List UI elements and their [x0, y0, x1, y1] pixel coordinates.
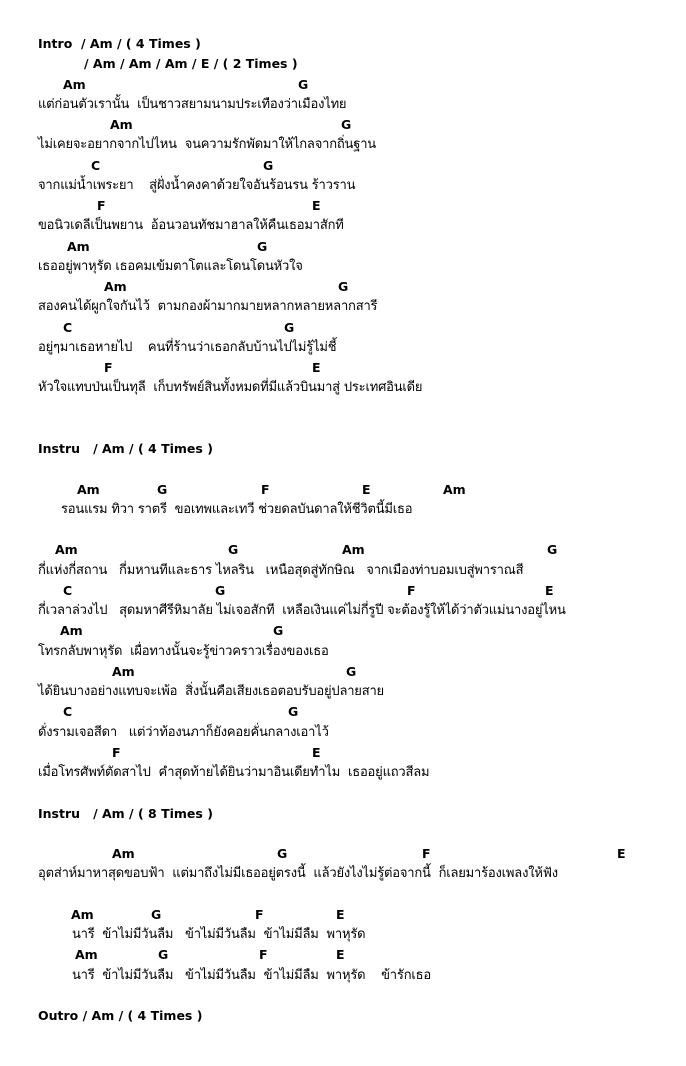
- section-header: Outro / Am / ( 4 Times ): [38, 1008, 203, 1023]
- chord-line: [0, 480, 686, 500]
- chord: G: [158, 947, 169, 963]
- chord: E: [312, 744, 321, 760]
- chord: C: [91, 157, 101, 173]
- chord: Am: [77, 481, 100, 497]
- section-header: / Am / Am / Am / E / ( 2 Times ): [84, 56, 298, 72]
- chord: G: [228, 542, 239, 558]
- chord: F: [104, 360, 113, 375]
- chord: F: [422, 846, 431, 861]
- chord: C: [63, 582, 73, 598]
- chord: G: [273, 623, 284, 639]
- chord: Am: [342, 542, 365, 558]
- chord: Am: [110, 117, 133, 132]
- lyric-line: อยู่ๆมาเธอหายไป คนที่ร้านว่าเธอกลับบ้านไปไม่รู้ไม่ชี้: [38, 339, 337, 355]
- lyric-line: เธออยู่พาหุรัด เธอคมเข้มตาโตและโดนโดนหัวใจ: [38, 258, 303, 274]
- chord-line: [0, 662, 686, 682]
- lyric-line: นารี ข้าไม่มีวันลืม ข้าไม่มีวันลืม ข้าไม่มีลืม พาหุรัด ข้ารักเธอ: [72, 967, 431, 983]
- chord: E: [312, 198, 321, 213]
- chord: G: [257, 238, 268, 254]
- lyric-line: จากแม่น้ำเพระยา สู่ฝั่งน้ำคงคาด้วยใจอันร้อนรน ร้าวราน: [38, 177, 356, 193]
- chord-line: [0, 358, 686, 378]
- section-header: Intro / Am / ( 4 Times ): [38, 36, 201, 51]
- chord: E: [312, 360, 321, 375]
- lyric-line: ดั่งรามเจอสีดา แต่ว่าท้องนภาก็ยังคอยคั่นกลางเอาไว้: [38, 724, 329, 740]
- chord: C: [63, 704, 73, 720]
- chord: G: [341, 117, 352, 132]
- chord: Am: [112, 663, 135, 679]
- chord: E: [336, 906, 345, 922]
- chord-line: [0, 621, 686, 641]
- chord-line: [0, 196, 686, 216]
- chord: Am: [75, 947, 98, 963]
- chord-line: [0, 318, 686, 338]
- chord: G: [288, 704, 299, 720]
- lyric-line: ขอนิวเดลีเป็นพยาน อ้อนวอนทัชมาฮาลให้คืนเธอมาสักที: [38, 218, 344, 234]
- chord: F: [97, 198, 106, 213]
- section-header: Instru / Am / ( 4 Times ): [38, 441, 213, 456]
- lyric-line: แต่ก่อนตัวเรานั้น เป็นชาวสยามนามประเทืองว่าเมืองไทย: [38, 96, 347, 112]
- lyric-line: รอนแรม ทิวา ราตรี ขอเทพและเทวี ช่วยดลบันดาลให้ชีวิตนี้มีเธอ: [61, 501, 413, 517]
- chord: F: [261, 481, 270, 497]
- chord: F: [259, 947, 268, 963]
- chord: G: [346, 663, 357, 679]
- chord: Am: [71, 906, 94, 922]
- chord-line: [0, 237, 686, 257]
- chord: G: [277, 846, 288, 861]
- chord: Am: [55, 542, 78, 558]
- chord: G: [151, 906, 162, 922]
- lyric-line: กี่เวลาล่วงไป สุดมหาศีรีหิมาลัย ไม่เจอสักที เหลือเงินแค่ไม่กี่รูปี จะต้องรู้ให้ได้ว่าตัวแม่นางอยู่ไหน: [38, 603, 566, 618]
- section-header: Instru / Am / ( 8 Times ): [38, 805, 213, 821]
- chord: G: [547, 542, 558, 558]
- chord: E: [336, 947, 345, 963]
- chord: E: [617, 846, 626, 861]
- chord: F: [407, 582, 416, 598]
- chord-line: [0, 905, 686, 925]
- chord: Am: [104, 279, 127, 294]
- lyric-line: หัวใจแทบป่นเป็นทุลี เก็บทรัพย์สินทั้งหมดที่มีแล้วบินมาสู่ ประเทศอินเดีย: [38, 380, 423, 396]
- chord: F: [255, 906, 264, 922]
- chord: G: [157, 481, 168, 497]
- chord-line: [0, 743, 686, 763]
- lyric-line: นารี ข้าไม่มีวันลืม ข้าไม่มีวันลืม ข้าไม่มีลืม พาหุรัด: [72, 927, 366, 942]
- chord-line: [0, 277, 686, 297]
- lyric-line: อุตส่าห์มาหาสุดขอบฟ้า แต่มาถึงไม่มีเธออยู่ตรงนี้ แล้วยังไงไม่รู้ต่อจากนี้ ก็เลยมาร้องเพลงให้ฟัง: [38, 866, 558, 882]
- chord-line: [0, 702, 686, 722]
- chord: G: [284, 319, 295, 335]
- lyric-line: สองคนได้ผูกใจกันไว้ ตามกองผ้ามากมายหลากหลายหลากสารี: [38, 299, 378, 315]
- chord: G: [215, 582, 226, 598]
- chord: G: [298, 76, 309, 92]
- chord: E: [545, 582, 554, 598]
- chord: C: [63, 319, 73, 335]
- chord-line: [0, 945, 686, 965]
- chord: Am: [67, 238, 90, 254]
- chord-line: [0, 540, 686, 560]
- chord-line: [0, 581, 686, 601]
- chord: Am: [63, 76, 86, 92]
- chord: Am: [443, 481, 466, 497]
- lyric-line: กี่แห่งกี่สถาน กี่มหานทีและธาร ไหลริน เหนือสุดสู่ทักษิณ จากเมืองท่าบอมเบสู่พาราณสี: [38, 562, 524, 578]
- chord: E: [362, 481, 371, 497]
- lyric-line: ไม่เคยจะอยากจากไปไหน จนความรักพัดมาให้ไกลจากถิ่นฐาน: [38, 137, 376, 153]
- chord: G: [263, 157, 274, 173]
- chord-line: [0, 156, 686, 176]
- chord: Am: [112, 846, 135, 861]
- lyric-line: โทรกลับพาหุรัด เผื่อทางนั้นจะรู้ข่าวคราวเรื่องของเธอ: [38, 643, 329, 659]
- chord: G: [338, 279, 349, 294]
- lyric-line: ได้ยินบางอย่างแทบจะเพ้อ สิ่งนั้นคือเสียงเธอตอบรับอยู่ปลายสาย: [38, 684, 384, 699]
- chord-line: [0, 844, 686, 864]
- lyric-line: เมื่อโทรศัพท์ตัดสาไป คำสุดท้ายได้ยินว่ามาอินเดียทำไม เธออยู่แถวสีลม: [38, 765, 430, 780]
- chord: F: [112, 744, 121, 760]
- chord-line: [0, 75, 686, 95]
- chord-line: [0, 115, 686, 135]
- chord: Am: [60, 623, 83, 639]
